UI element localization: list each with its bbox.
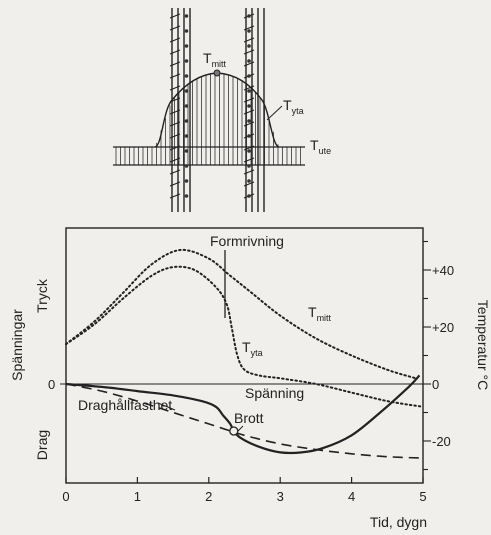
right-tick-label: +40 [432, 263, 455, 278]
x-tick-label: 0 [62, 489, 70, 504]
formwork-cross-section [113, 8, 331, 212]
rebar-dot [185, 74, 189, 78]
left-zero-tick-label: 0 [48, 377, 56, 392]
rebar-dot [185, 149, 189, 153]
t-mitt-label: $T_{mitt}$ [203, 50, 227, 69]
rebar-dot [185, 44, 189, 48]
plot-frame [66, 228, 423, 483]
rebar-dot [247, 134, 251, 138]
formrivning-label: Formrivning [210, 233, 284, 249]
right-axis-title: Temperatur °C [475, 299, 491, 391]
x-tick-label: 1 [133, 489, 142, 504]
rebar-dot [247, 104, 251, 108]
right-tick-label: -20 [432, 434, 451, 449]
right-axis-ticks [423, 242, 454, 470]
t-mitt-series-label: $T_{mitt}$ [308, 304, 332, 323]
rebar-dot [185, 59, 189, 63]
x-ticks [62, 477, 426, 504]
t-ute-label: $T_{ute}$ [310, 137, 332, 156]
rebar-dot [185, 89, 189, 93]
rebar-dots [185, 14, 251, 198]
rebar-dot [247, 164, 251, 168]
left-axis-drag: Drag [34, 429, 50, 461]
rebar-dot [185, 14, 189, 18]
temperature-hatching [116, 73, 301, 165]
rebar-dot [185, 29, 189, 33]
rebar-dot [247, 44, 251, 48]
rebar-dot [247, 89, 251, 93]
t-yta-leader [267, 106, 282, 120]
left-axis-tryck: Tryck [34, 279, 50, 313]
series-t-mitt [66, 250, 416, 378]
rebar-dot [185, 134, 189, 138]
rebar-dot [185, 104, 189, 108]
rebar-dot [247, 194, 251, 198]
brott-point [230, 427, 238, 435]
x-tick-label: 2 [205, 489, 213, 504]
rebar-dot [185, 164, 189, 168]
draghallfasthet-label: Draghållfasthet [78, 397, 173, 413]
rebar-dot [247, 14, 251, 18]
x-tick-label: 4 [347, 489, 356, 504]
right-tick-label: 0 [432, 377, 440, 392]
spanning-label: Spänning [245, 385, 305, 401]
rebar-dot [247, 179, 251, 183]
rebar-dot [247, 59, 251, 63]
t-yta-label: $T_{yta}$ [283, 97, 304, 116]
x-tick-label: 5 [419, 489, 427, 504]
x-tick-label: 3 [276, 489, 284, 504]
right-tick-label: +20 [432, 320, 455, 335]
rebar-dot [247, 29, 251, 33]
t-yta-series-label: $T_{yta}$ [242, 339, 263, 358]
formwork-wall-right [244, 8, 264, 212]
rebar-dot [247, 149, 251, 153]
x-axis-title: Tid, dygn [369, 514, 427, 530]
t-mitt-marker [214, 70, 220, 76]
stress-temperature-chart [9, 228, 491, 530]
rebar-dot [185, 194, 189, 198]
rebar-dot [247, 74, 251, 78]
rebar-dot [247, 119, 251, 123]
rebar-dot [185, 179, 189, 183]
rebar-dot [185, 119, 189, 123]
brott-label: Brott [234, 410, 264, 426]
left-axis-title: Spänningar [9, 309, 25, 381]
